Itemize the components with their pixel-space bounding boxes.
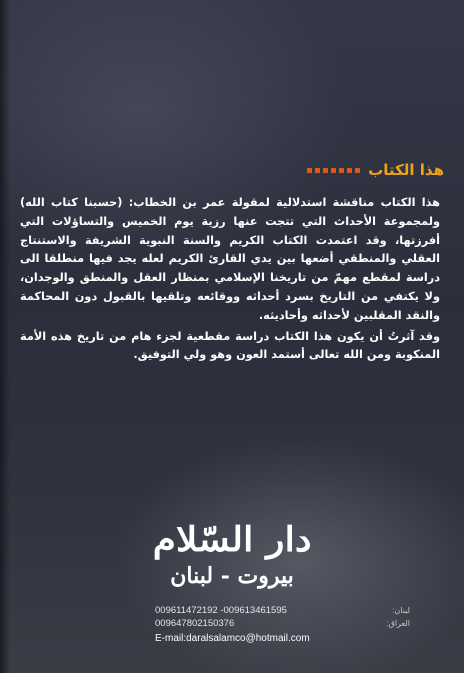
iraq-label: العراق: bbox=[386, 619, 410, 628]
description-paragraph-1: هذا الكتاب مناقشة استدلالية لمقولة عمر بن الخطاب: (حسبنا كتاب الله) ولمجموعة الأحداث التي تتجت عنها رزية يوم الخميس والتساؤلات التي أفرزتها، وقد اعتمدت الكتاب الكريم والسنة النبوية الشريفة والاستنتاج العقلي والمنطقي أضعها بين يدي القارئ الكريم لعله يجد فيها منطلقا الى دراسة لمقطع مهمّ من تاريخنا الإسلامي بمنظار العقل والمنطق والوجدان، ولا يكتفي من التاريخ بسرد أحداثه ووقائعه وتلقيها بالقبول دون المحاكمة والنقد المقلبين لأحداثه وأحاديثه. bbox=[20, 196, 440, 322]
contact-row-lebanon bbox=[155, 604, 410, 617]
lebanon-label: لبنان: bbox=[392, 606, 410, 615]
iraq-phone: 009647802150376 bbox=[155, 618, 235, 629]
book-description bbox=[20, 194, 440, 365]
contact-email: E-mail:daralsalamco@hotmail.com bbox=[155, 633, 310, 644]
publisher-location: بيروت - لبنان bbox=[170, 563, 294, 589]
lebanon-phones: 009611472192 -009613461595 bbox=[155, 605, 287, 616]
section-heading bbox=[307, 161, 444, 179]
contact-row-iraq bbox=[155, 617, 410, 630]
contact-info bbox=[155, 604, 410, 644]
section-title: هذا الكتاب bbox=[368, 161, 444, 179]
heading-divider-dots bbox=[307, 168, 360, 173]
publisher-logo: دار السّلام bbox=[152, 520, 312, 560]
publisher-block bbox=[0, 520, 464, 590]
description-paragraph-2: وقد آثرتُ أن يكون هذا الكتاب دراسة مقطعية لجزء هام من تاريخ هذه الأمة المنكوبة ومن الله تعالى أستمد العون وهو ولي التوفيق. bbox=[20, 329, 440, 362]
